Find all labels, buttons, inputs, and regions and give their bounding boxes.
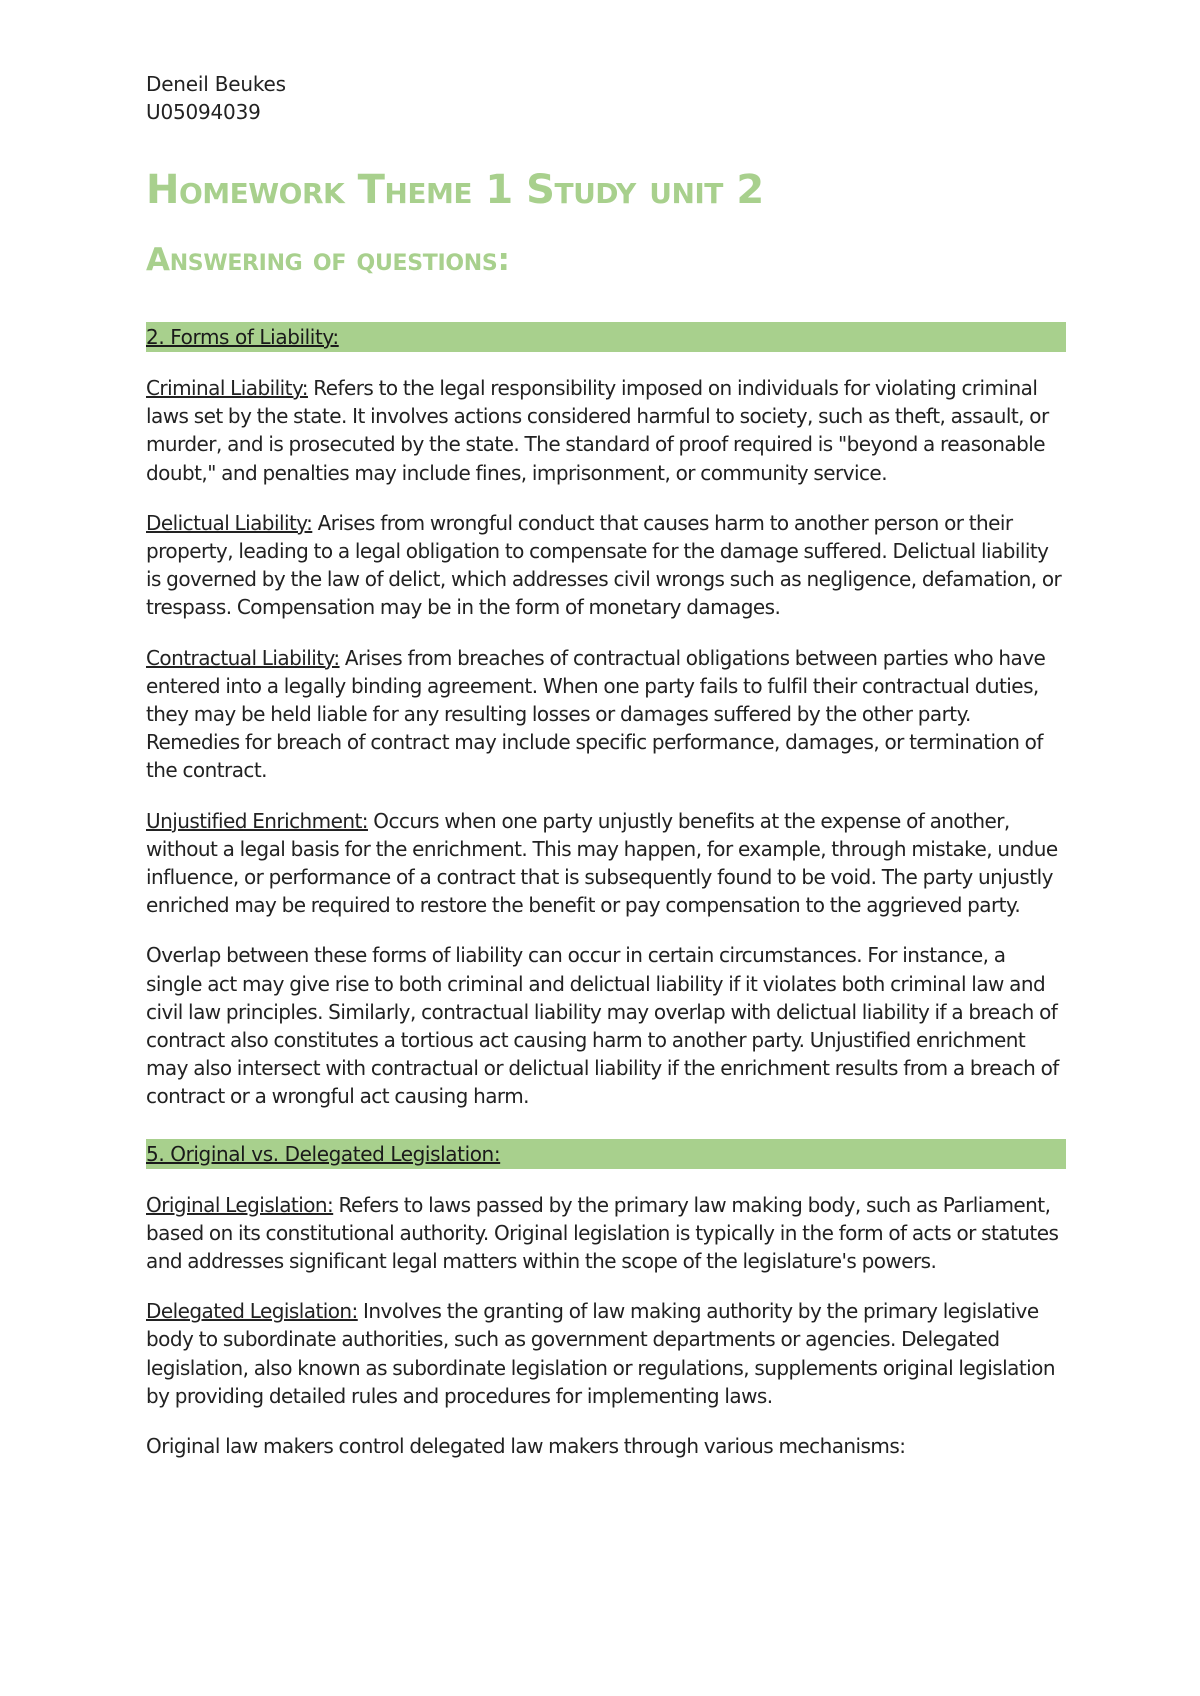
- paragraph-text: Arises from breaches of contractual obligations between parties who have entered into a legally binding agreement. When one party fails to fulfil their contractual duties, they may be held liable for any resulting losses or damages suffered by the other party. Remedies for breach of contract may include specific performance, damages, or termination of the contract.: [146, 645, 1046, 783]
- paragraph-text: Refers to laws passed by the primary law making body, such as Parliament, based on its constitutional authority. Original legislation is typically in the form of acts or statutes and addresses significant legal matters within the scope of the legislature's powers.: [146, 1192, 1059, 1274]
- paragraph-delictual-liability: [146, 509, 1066, 622]
- paragraph-term: Original Legislation:: [146, 1192, 334, 1217]
- paragraph-text: Overlap between these forms of liability can occur in certain circumstances. For instance, a single act may give rise to both criminal and delictual liability if it violates both criminal law and civil law principles. Similarly, contractual liability may overlap with delictual liability if a breach of contract also constitutes a tortious act causing harm to another party. Unjustified enrichment may also intersect with contractual or delictual liability if the enrichment results from a breach of contract or a wrongful act causing harm.: [146, 943, 1059, 1109]
- paragraph-control-mechanisms: [146, 1432, 1066, 1460]
- section-forms-of-liability: [146, 322, 1066, 1111]
- paragraph-criminal-liability: [146, 374, 1066, 487]
- paragraph-unjustified-enrichment: [146, 807, 1066, 920]
- paragraph-term: Delictual Liability:: [146, 510, 313, 535]
- paragraph-text: Refers to the legal responsibility imposed on individuals for violating criminal laws set by the state. It involves actions considered harmful to society, such as theft, assault, or murder, and is prosecuted by the state. The standard of proof required is "beyond a reasonable doubt," and penalties may include fines, imprisonment, or community service.: [146, 376, 1049, 485]
- section-heading: 5. Original vs. Delegated Legislation:: [146, 1139, 1066, 1169]
- paragraph-overlap: [146, 941, 1066, 1110]
- document-title: Homework Theme 1 Study unit 2: [146, 167, 764, 213]
- student-number: U05094039: [146, 100, 261, 124]
- paragraph-delegated-legislation: [146, 1297, 1066, 1410]
- section-original-vs-delegated: [146, 1139, 1066, 1461]
- paragraph-text: Occurs when one party unjustly benefits at the expense of another, without a legal basis for the enrichment. This may happen, for example, through mistake, undue influence, or performance of a contract that is subsequently found to be void. The party unjustly enriched may be required to restore the benefit or pay compensation to the aggrieved party.: [146, 808, 1058, 918]
- paragraph-text: Original law makers control delegated law makers through various mechanisms:: [146, 1434, 906, 1459]
- paragraph-text: Arises from wrongful conduct that causes harm to another person or their property, leading to a legal obligation to compensate for the damage suffered. Delictual liability is governed by the law of delict, which addresses civil wrongs such as negligence, defamation, or trespass. Compensation may be in the form of monetary damages.: [146, 510, 1062, 620]
- paragraph-term: Delegated Legislation:: [146, 1299, 358, 1324]
- paragraph-text: Involves the granting of law making authority by the primary legislative body to subordinate authorities, such as government departments or agencies. Delegated legislation, also known as subordinate legislation or regulations, supplements original legislation by providing detailed rules and procedures for implementing laws.: [146, 1299, 1055, 1408]
- author-block: [146, 70, 1066, 126]
- document-page: [146, 70, 1066, 1460]
- paragraph-term: Criminal Liability:: [146, 376, 308, 400]
- document-subtitle: Answering of questions:: [146, 242, 510, 278]
- paragraph-term: Contractual Liability:: [146, 645, 340, 670]
- paragraph-original-legislation: [146, 1191, 1066, 1276]
- paragraph-contractual-liability: [146, 644, 1066, 785]
- paragraph-term: Unjustified Enrichment:: [146, 808, 368, 833]
- section-heading: 2. Forms of Liability:: [146, 322, 1066, 352]
- author-name: Deneil Beukes: [146, 72, 286, 96]
